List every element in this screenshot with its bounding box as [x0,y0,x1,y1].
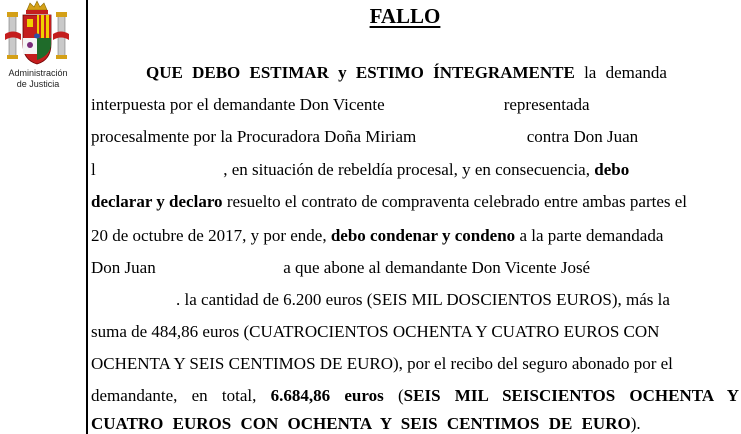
bold-text-run: CUATRO EUROS CON OCHENTA Y SEIS CENTIMOS DE EURO [91,414,631,433]
text-run: interpuesta por el demandante Don Vicente representada [91,95,590,114]
text-line [91,226,663,246]
document-title: FALLO [369,4,441,28]
coat-of-arms-icon [3,0,71,66]
text-line [91,414,641,434]
text-run: Don Juan a que abone al demandante Don Vicente José [91,258,591,277]
bold-text-run: QUE DEBO ESTIMAR y ESTIMO ÍNTEGRAMENTE [146,63,575,82]
text-line [91,290,670,310]
text-run: demandante, en total, [91,386,271,405]
organization-name [0,68,76,90]
text-run: 20 de octubre de 2017, y por ende, [91,226,331,245]
text-line [91,322,659,342]
text-line [91,386,739,406]
text-line [91,192,687,212]
bold-text-run: debo condenar y condeno [330,226,516,245]
text-line [91,160,629,180]
bold-text-run: debo [594,160,630,179]
text-line [146,63,667,83]
bold-text-run: SEIS MIL SEISCIENTOS OCHENTA Y [403,386,740,405]
text-line [91,127,638,147]
sidebar [0,0,86,434]
org-line-1: Administración [8,68,68,78]
text-line [91,258,590,278]
text-run: resuelto el contrato de compraventa celebrado entre ambas partes el [222,192,688,211]
text-run: . la cantidad de 6.200 euros (SEIS MIL DOSCIENTOS EUROS), más la [91,290,670,309]
bold-text-run: declarar y declaro [91,192,223,211]
text-run: OCHENTA Y SEIS CENTIMOS DE EURO), por el recibo del seguro abonado por el [91,354,673,373]
org-line-2: de Justicia [16,79,60,89]
bold-text-run: 6.684,86 euros [270,386,384,405]
text-run: ). [630,414,641,433]
margin-rule [86,0,88,434]
text-run: procesalmente por la Procuradora Doña Miriam contra Don Juan [91,127,639,146]
text-run: suma de 484,86 euros (CUATROCIENTOS OCHENTA Y CUATRO EUROS CON [91,322,660,341]
text-run: la demanda [574,63,667,82]
text-line [91,95,590,115]
text-line [91,354,673,374]
text-run: ( [383,386,404,405]
text-run: a la parte demandada [515,226,664,245]
text-run: l , en situación de rebeldía procesal, y en consecuencia, [91,160,595,179]
